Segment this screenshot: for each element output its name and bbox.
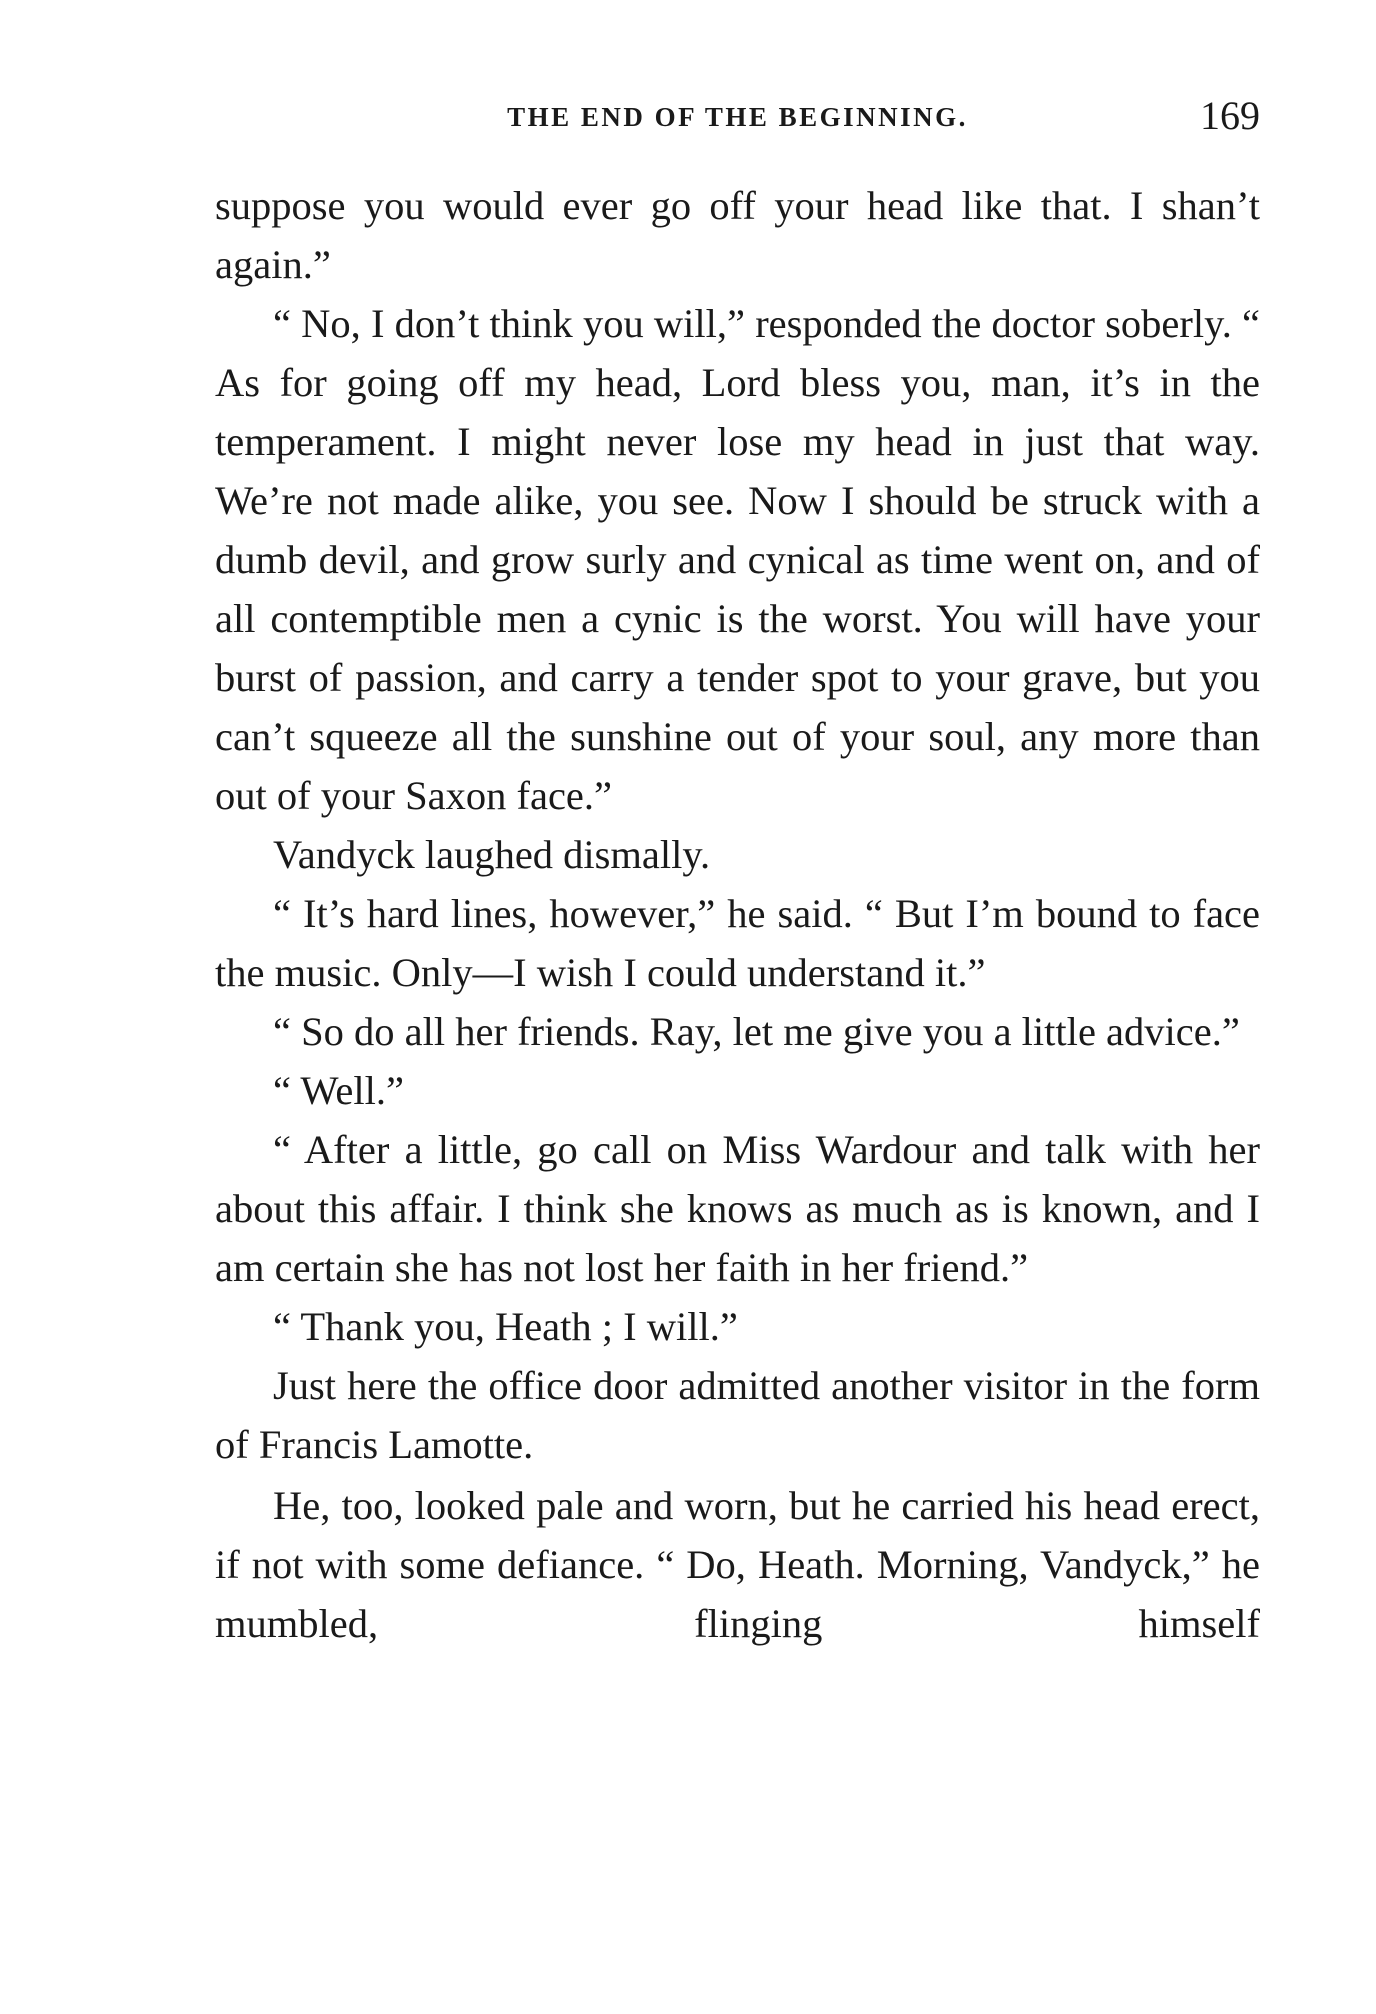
paragraph-8: “ Thank you, Heath ; I will.” <box>273 1304 738 1349</box>
running-head <box>215 92 1260 142</box>
running-title: THE END OF THE BEGINNING. <box>507 102 968 132</box>
paragraph-4: “ It’s hard lines, however,” he said. “ But I’m bound to face the music. Only—I wish I could understand it.” <box>215 891 1260 995</box>
paragraph-6: “ Well.” <box>273 1068 404 1113</box>
paragraph-9: Just here the office door admitted another visitor in the form of Francis Lamotte. <box>215 1363 1260 1467</box>
paragraph-1: suppose you would ever go off your head like that. I shan’t again.” <box>215 183 1260 287</box>
paragraph-2: “ No, I don’t think you will,” responded the doctor soberly. “ As for going off my head, Lord bless you, man, it’s in the temperament. I might never lose my head in just that way. We’re not made alike, you see. Now I should be struck with a dumb devil, and grow surly and cynical as time went on, and of all contemptible men a cynic is the worst. You will have your burst of passion, and carry a tender spot to your grave, but you can’t squeeze all the sunshine out of your soul, any more than out of your Saxon face.” <box>215 301 1260 818</box>
page-number: 169 <box>1200 93 1260 138</box>
paragraph-3: Vandyck laughed dismally. <box>273 832 711 877</box>
paragraph-7: “ After a little, go call on Miss Wardour and talk with her about this affair. I think she knows as much as is known, and I am certain she has not lost her faith in her friend.” <box>215 1127 1260 1290</box>
paragraph-10: He, too, looked pale and worn, but he carried his head erect, if not with some defiance. “ Do, Heath. Morning, Vandyck,” he mumbled, flinging himself <box>215 1483 1260 1646</box>
body-text <box>215 176 1260 1653</box>
paragraph-5: “ So do all her friends. Ray, let me give you a little advice.” <box>273 1009 1240 1054</box>
